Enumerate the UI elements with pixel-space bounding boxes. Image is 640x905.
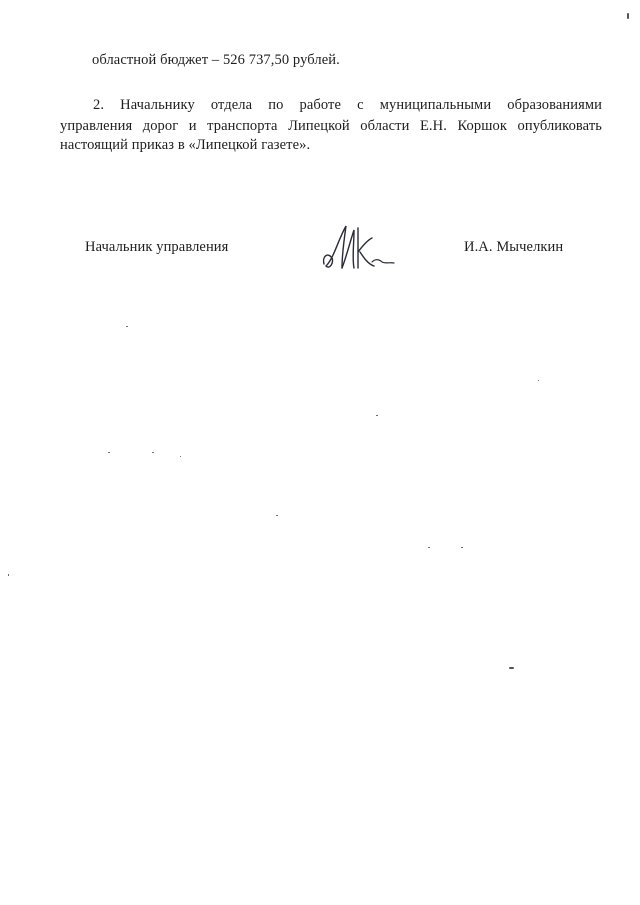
handwritten-signature	[320, 218, 400, 274]
scan-speck	[538, 380, 539, 381]
scan-speck	[376, 415, 378, 416]
scan-speck	[276, 515, 278, 516]
signer-title: Начальник управления	[85, 239, 229, 255]
scan-speck	[627, 13, 629, 19]
scan-speck	[108, 452, 110, 453]
scan-speck	[126, 326, 128, 327]
paragraph-2-line-2: управления дорог и транспорта Липецкой области Е.Н. Коршок опубликовать	[60, 118, 602, 134]
budget-line: областной бюджет – 526 737,50 рублей.	[92, 52, 340, 68]
scan-speck	[509, 667, 514, 669]
signer-name: И.А. Мычелкин	[464, 239, 564, 255]
scan-speck	[461, 547, 463, 548]
scan-speck	[180, 456, 181, 457]
scan-speck	[8, 574, 9, 576]
paragraph-2-line-3: настоящий приказ в «Липецкой газете».	[60, 137, 311, 153]
paragraph-2-line-1: 2. Начальнику отдела по работе с муниципальными образованиями	[93, 97, 602, 113]
scan-speck	[428, 547, 430, 548]
scan-speck	[152, 452, 154, 453]
